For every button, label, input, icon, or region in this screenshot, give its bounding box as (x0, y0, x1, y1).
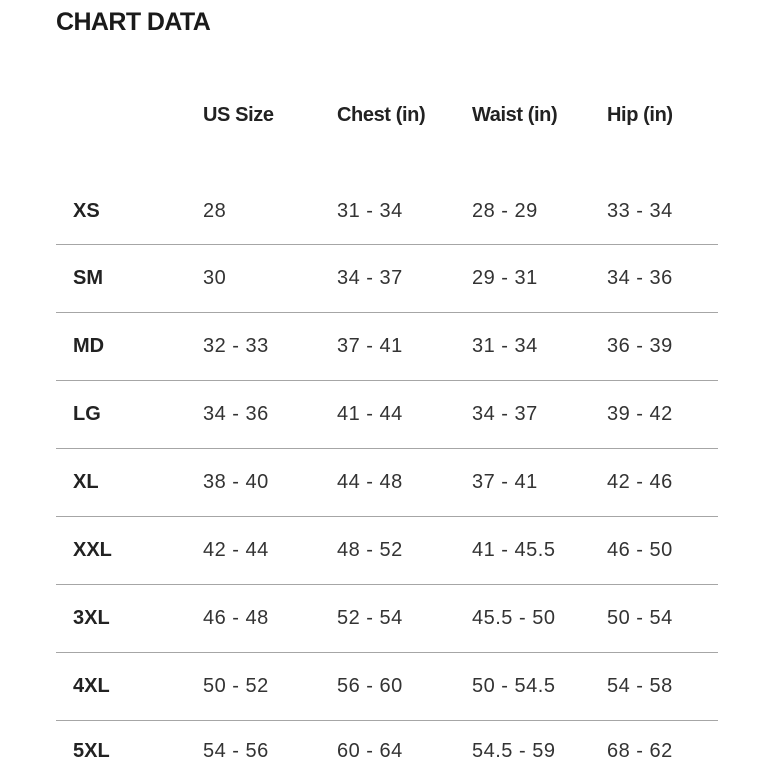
chest-cell: 41 - 44 (337, 380, 472, 448)
chest-cell: 56 - 60 (337, 652, 472, 720)
size-label: 4XL (56, 652, 203, 720)
size-label: XL (56, 448, 203, 516)
waist-cell: 54.5 - 59 (472, 720, 607, 782)
chest-cell: 34 - 37 (337, 244, 472, 312)
header-hip: Hip (in) (607, 104, 673, 126)
header-chest: Chest (in) (337, 104, 426, 126)
table-row (56, 380, 718, 448)
chest-cell: 60 - 64 (337, 720, 472, 782)
chest-cell: 44 - 48 (337, 448, 472, 516)
table-row (56, 176, 718, 244)
header-size-label (56, 90, 203, 176)
header-waist: Waist (in) (472, 104, 558, 126)
size-label: SM (56, 244, 203, 312)
hip-cell: 33 - 34 (607, 200, 673, 223)
chest-cell: 31 - 34 (337, 200, 403, 223)
us-size-cell: 34 - 36 (203, 380, 337, 448)
waist-cell: 28 - 29 (472, 200, 538, 223)
us-size-cell: 38 - 40 (203, 448, 337, 516)
chest-cell: 48 - 52 (337, 516, 472, 584)
table-row (56, 312, 718, 380)
header-us-size: US Size (203, 104, 274, 126)
waist-cell: 37 - 41 (472, 448, 607, 516)
us-size-cell: 28 (203, 200, 227, 223)
us-size-cell: 32 - 33 (203, 312, 337, 380)
us-size-cell: 46 - 48 (203, 584, 337, 652)
size-chart-table (56, 90, 718, 782)
hip-cell: 42 - 46 (607, 448, 718, 516)
waist-cell: 34 - 37 (472, 380, 607, 448)
table-body (56, 176, 718, 782)
chest-cell: 52 - 54 (337, 584, 472, 652)
page-title: CHART DATA (56, 8, 211, 36)
us-size-cell: 30 (203, 244, 337, 312)
waist-cell: 29 - 31 (472, 244, 607, 312)
hip-cell: 39 - 42 (607, 380, 718, 448)
hip-cell: 68 - 62 (607, 720, 718, 782)
waist-cell: 41 - 45.5 (472, 516, 607, 584)
us-size-cell: 42 - 44 (203, 516, 337, 584)
us-size-cell: 50 - 52 (203, 652, 337, 720)
hip-cell: 54 - 58 (607, 652, 718, 720)
table-row (56, 448, 718, 516)
table-row (56, 516, 718, 584)
hip-cell: 50 - 54 (607, 584, 718, 652)
table-row (56, 652, 718, 720)
hip-cell: 36 - 39 (607, 312, 718, 380)
table-row (56, 584, 718, 652)
size-label: MD (56, 312, 203, 380)
chest-cell: 37 - 41 (337, 312, 472, 380)
hip-cell: 46 - 50 (607, 516, 718, 584)
table-header-row (56, 90, 718, 176)
table-row (56, 720, 718, 782)
waist-cell: 50 - 54.5 (472, 652, 607, 720)
us-size-cell: 54 - 56 (203, 720, 337, 782)
waist-cell: 45.5 - 50 (472, 584, 607, 652)
size-label: LG (56, 380, 203, 448)
size-label: XXL (56, 516, 203, 584)
size-label: 5XL (56, 720, 203, 782)
waist-cell: 31 - 34 (472, 312, 607, 380)
table-row (56, 244, 718, 312)
hip-cell: 34 - 36 (607, 244, 718, 312)
size-label: XS (73, 200, 100, 223)
size-label: 3XL (56, 584, 203, 652)
